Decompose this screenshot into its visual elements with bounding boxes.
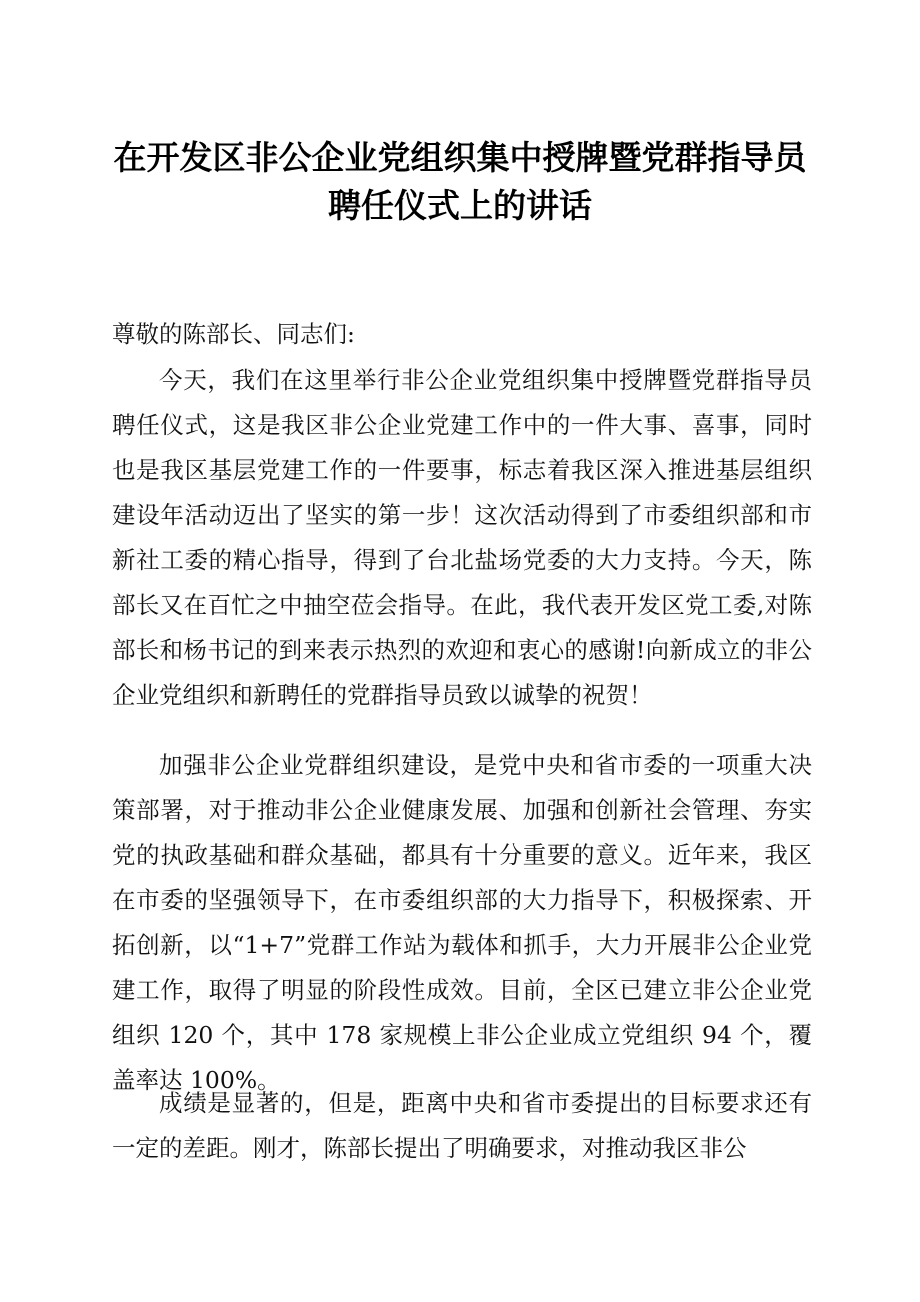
document-title-line-1: 在开发区非公企业党组织集中授牌暨党群指导员	[113, 138, 807, 177]
paragraph-1: 今天，我们在这里举行非公企业党组织集中授牌暨党群指导员聘任仪式，这是我区非公企业党建工作中的一件大事、喜事，同时也是我区基层党建工作的一件要事，标志着我区深入推进基层组织建设年活动迈出了坚实的第一步！这次活动得到了市委组织部和市新社工委的精心指导，得到了台北盐场党委的大力支持。今天，陈部长又在百忙之中抽空莅会指导。在此，我代表开发区党工委,对陈部长和杨书记的到来表示热烈的欢迎和衷心的感谢!向新成立的非公企业党组织和新聘任的党群指导员致以诚挚的祝贺！	[112, 366, 812, 709]
paragraph-2: 加强非公企业党群组织建设，是党中央和省市委的一项重大决策部署，对于推动非公企业健康发展、加强和创新社会管理、夯实党的执政基础和群众基础，都具有十分重要的意义。近年来，我区在市委的坚强领导下，在市委组织部的大力指导下，积极探索、开拓创新，以“1+7”党群工作站为载体和抓手，大力开展非公企业党建工作，取得了明显的阶段性成效。目前，全区已建立非公企业党组织 120 个，其中 178 家规模上非公企业成立党组织 94 个，覆盖率达 100%。	[112, 751, 812, 1094]
document-title-line-2: 聘任仪式上的讲话	[328, 186, 592, 225]
paragraph-3: 成绩是显著的，但是，距离中央和省市委提出的目标要求还有一定的差距。刚才，陈部长提出了明确要求，对推动我区非公	[112, 1089, 812, 1162]
salutation: 尊敬的陈部长、同志们:	[112, 320, 355, 348]
